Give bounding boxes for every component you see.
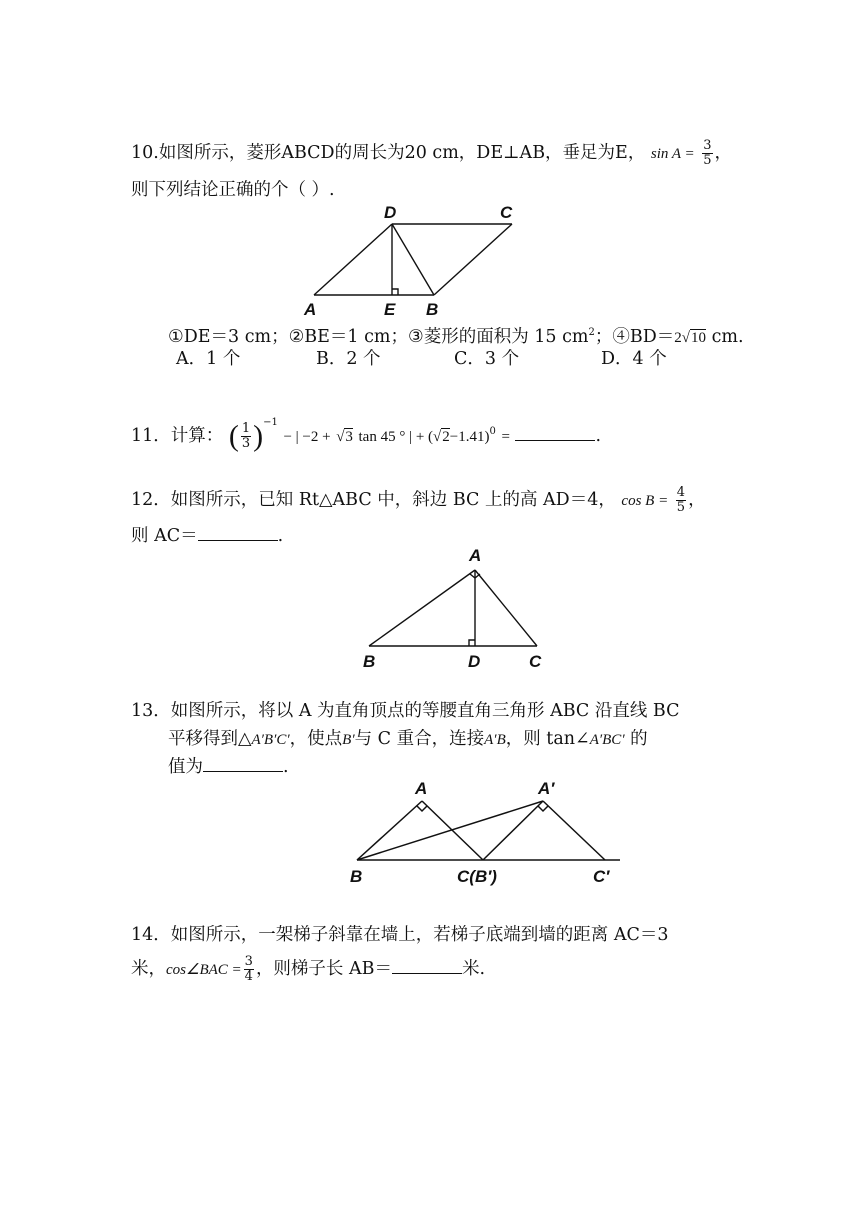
q13-angle: A′BC′ [589,732,625,748]
q12-cos-num: 4 [676,485,686,500]
q12-side-ac [475,570,537,646]
q11-sqrt3-sign: √ [336,429,345,445]
q12-side-ab [369,570,475,646]
q13-label-b: B [350,867,363,886]
q11-tan-part: tan 45 ° | + ( [358,429,434,445]
q12-cos-lhs: cos B = [621,493,669,509]
q10-sin-fraction [702,139,712,168]
q12-cos-fraction [676,486,686,515]
q13-tri: A′B′C′ [251,732,290,748]
q13-translation-figure [345,774,625,894]
q10-sin-den: 5 [703,153,712,168]
q10-tail: ， [714,143,733,163]
q11-sqrt3: 3 [345,429,353,445]
q11-prefix: 11．计算： [131,426,224,446]
q10-rhombus-figure [300,200,530,320]
q10-label-e: E [384,300,396,319]
q13-label-a: A [415,779,428,798]
q13-right-angle-mark-a [417,806,427,811]
q10-statements-b: ；④BD＝ [594,326,675,347]
q13-text2d: ，则 tan∠ [505,729,590,749]
q10-sin-lhs: sin A = [650,146,695,162]
q14-cos-num: 3 [244,954,253,969]
q13-text2e: 的 [624,729,648,749]
q10-side-cb [434,224,512,295]
q13-bprime: B′ [342,732,355,748]
q13-right-angle-mark-a-prime [538,806,548,811]
q13-answer-blank[interactable] [203,757,283,772]
q11-sqrt2-sign: √ [433,429,442,445]
q10-line2: 则下列结论正确的个（ ）. [131,180,335,200]
q11-zero-exp: 0 [489,426,496,438]
q14-line2 [131,955,485,984]
q14-text2c: 米. [462,959,486,979]
q11-sqrt2: 2 [442,429,450,445]
q11-frac-num: 1 [241,421,251,436]
q14-line1: 14．如图所示，一架梯子斜靠在墙上，若梯子底端到墙的距离 AC＝3 [131,925,669,945]
q12-end: . [277,526,284,546]
q10-text1: 10.如图所示，菱形ABCD的周长为20 cm，DE⊥AB，垂足为E， [131,143,646,163]
q10-bd-coef: 2 [674,329,682,346]
q10-right-angle-mark [392,289,398,295]
q14-cos-lhs: cos∠BAC = [166,962,242,978]
q12-label-a: A [469,546,482,565]
q11-paren-open: ( [228,419,239,453]
q13-side-ab [357,801,422,860]
q13-end: . [283,757,289,777]
q10-area-sup: 2 [588,327,595,338]
q10-option-a: A．1 个 [176,349,241,369]
q13-line1: 13．如图所示，将以 A 为直角顶点的等腰直角三角形 ABC 沿直线 BC [131,701,680,721]
q10-option-d: D．4 个 [601,349,667,369]
q12-label-b: B [363,652,376,671]
q13-side-ac [422,801,483,860]
q10-sin-num: 3 [703,138,712,153]
q11-exp: −1 [263,417,278,428]
q14-cos-den: 4 [244,969,253,984]
q10-line1 [131,139,732,168]
q13-line3 [168,756,289,778]
q10-label-c: C [500,203,513,222]
q12-text1: 12．如图所示，已知 Rt△ABC 中，斜边 BC 上的高 AD＝4， [131,490,616,510]
q13-text2c: 与 C 重合，连接 [354,729,485,749]
q10-bd-unit: cm. [706,326,744,347]
q13-line2 [168,728,648,751]
q11-fraction [241,422,251,451]
q10-statements-a: ①DE＝3 cm；②BE＝1 cm；③菱形的面积为 15 cm [168,326,589,347]
q13-label-a-prime: A′ [538,779,555,798]
q11-eq: = [501,429,510,445]
q14-cos-fraction [244,955,254,984]
q11-line [131,412,601,451]
q12-label-c: C [529,652,542,671]
q14-text2b: ，则梯子长 AB＝ [255,959,392,979]
q10-option-b: B．2 个 [316,349,381,369]
q13-abline: A′B [484,732,506,748]
q13-segment-a-prime-b [357,801,543,860]
q12-right-angle-mark-d [469,640,475,646]
q11-end: . [595,426,602,446]
q12-tail: ， [688,490,706,510]
q13-label-c-prime: C′ [593,867,610,886]
q12-answer-blank[interactable] [198,526,278,541]
q13-label-c-b-prime: C(B′) [457,867,497,886]
q13-text3: 值为 [168,757,203,777]
q10-statements [168,322,744,349]
q13-text2a: 平移得到△ [168,729,252,749]
q10-diagonal-bd [392,224,434,295]
q12-text2: 则 AC＝ [131,526,198,546]
q10-label-b: B [426,300,439,319]
q12-cos-den: 5 [676,500,686,515]
q11-frac-den: 3 [241,436,251,451]
q10-side-ad [314,224,392,295]
q10-option-c: C．3 个 [454,349,520,369]
q10-label-d: D [384,203,397,222]
q10-bd-rad: 10 [691,329,706,346]
q12-label-d: D [468,652,481,671]
q11-paren-close: ) [253,419,264,453]
q10-label-a: A [304,300,317,319]
q10-sqrt-sign: √ [681,329,690,346]
q13-side-a-prime-c-prime [543,801,605,860]
q12-line2 [131,525,283,547]
q12-line1 [131,486,706,515]
q11-expr: − | −2 + [283,429,331,445]
q14-answer-blank[interactable] [392,959,462,974]
q11-answer-blank[interactable] [515,426,595,441]
q13-text2b: ，使点 [289,729,343,749]
q12-triangle-figure [355,543,555,673]
q11-tail-part: −1.41) [449,429,490,445]
q14-text2a: 米， [131,959,166,979]
